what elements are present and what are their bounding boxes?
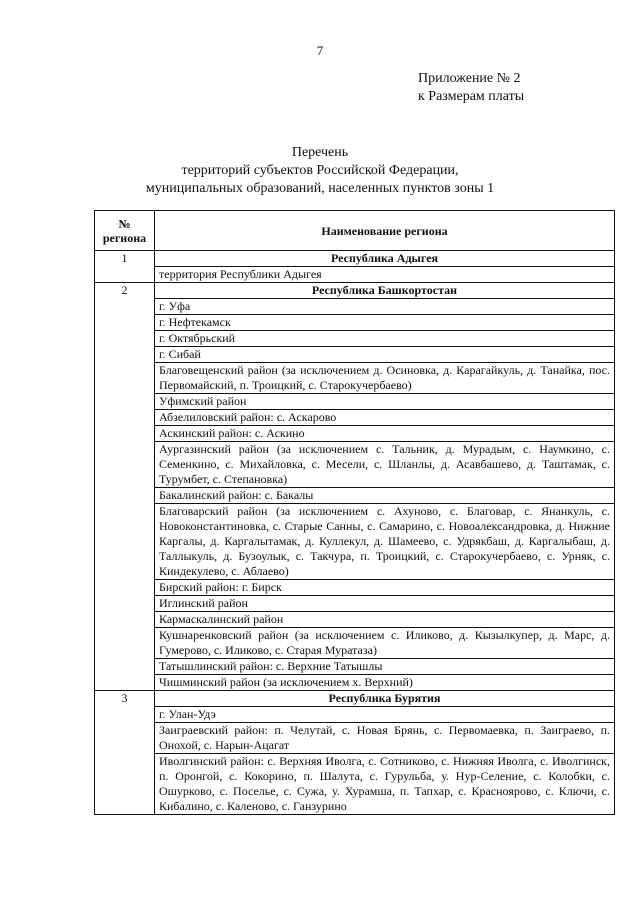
region-row (95, 251, 615, 267)
regions-table-body (95, 251, 615, 815)
territory-row (95, 426, 615, 442)
region-row (95, 691, 615, 707)
header-row (95, 211, 615, 251)
territory-row (95, 267, 615, 283)
territory-cell: Бакалинский район: с. Бакалы (155, 488, 615, 504)
region-name: Республика Башкортостан (155, 283, 615, 299)
regions-table (94, 210, 615, 815)
region-row (95, 283, 615, 299)
territory-cell: территория Республики Адыгея (155, 267, 615, 283)
territory-row (95, 628, 615, 659)
region-name: Республика Бурятия (155, 691, 615, 707)
territory-cell: г. Сибай (155, 347, 615, 363)
territory-cell: г. Нефтекамск (155, 315, 615, 331)
territory-cell: Заиграевский район: п. Челутай, с. Новая Брянь, с. Первомаевка, п. Заиграево, п. Онохой, с. Нарын-Ацагат (155, 723, 615, 754)
territory-row (95, 299, 615, 315)
territory-cell: Иволгинский район: с. Верхняя Иволга, с. Сотниково, с. Нижняя Иволга, с. Иволгинск, п. Оронгой, с. Кокорино, п. Шалута, с. Гурульба, у. Нур-Селение, с. Колобки, с. Ошурково, с. Поселье, с. Сужа, у. Хурамша, п. Тапхар, с. Красноярово, с. Ключи, с. Кибалино, с. Каленово, с. Ганзурино (155, 754, 615, 815)
regions-table-header (95, 211, 615, 251)
territory-row (95, 315, 615, 331)
appendix-note (418, 70, 524, 106)
territory-row (95, 363, 615, 394)
territory-cell: Бирский район: г. Бирск (155, 580, 615, 596)
territory-row (95, 596, 615, 612)
page-number: 7 (316, 43, 324, 58)
territory-row (95, 504, 615, 580)
territory-cell: Кушнаренковский район (за исключением с. Иликово, д. Кызылкупер, д. Марс, д. Гумерово, с. Иликово, с. Старая Муратаза) (155, 628, 615, 659)
territory-row (95, 612, 615, 628)
appendix-title: Приложение № 2 (418, 71, 521, 86)
region-number: 1 (95, 251, 155, 283)
territory-cell: г. Уфа (155, 299, 615, 315)
territory-row (95, 754, 615, 815)
column-header-number-symbol: № (118, 216, 131, 231)
territory-cell: Кармаскалинский район (155, 612, 615, 628)
territory-row (95, 675, 615, 691)
document-heading (0, 144, 640, 198)
territory-row (95, 659, 615, 675)
column-header-number (95, 211, 155, 251)
territory-row (95, 410, 615, 426)
territory-cell: Татышлинский район: с. Верхние Татышлы (155, 659, 615, 675)
territory-cell: Благовещенский район (за исключением д. Осиновка, д. Карагайкуль, д. Танайка, пос. Первомайский, п. Троицкий, с. Старокучербаево) (155, 363, 615, 394)
territory-row (95, 394, 615, 410)
territory-cell: Аургазинский район (за исключением с. Тальник, д. Мурадым, с. Наумкино, с. Семенкино, с. Михайловка, с. Месели, с. Шланлы, д. Асавбашево, д. Таштамак, с. Турумбет, с. Степановка) (155, 442, 615, 488)
territory-row (95, 488, 615, 504)
column-header-number-label: региона (102, 230, 147, 245)
territory-cell: Аскинский район: с. Аскино (155, 426, 615, 442)
region-number: 2 (95, 283, 155, 691)
territory-row (95, 580, 615, 596)
territory-row (95, 442, 615, 488)
region-number: 3 (95, 691, 155, 815)
territory-cell: г. Улан-Удэ (155, 707, 615, 723)
territory-cell: Абзелиловский район: с. Аскарово (155, 410, 615, 426)
column-header-name: Наименование региона (155, 211, 615, 251)
territory-row (95, 331, 615, 347)
appendix-reference: к Размерам платы (418, 89, 525, 104)
territory-cell: Чишминский район (за исключением х. Верхний) (155, 675, 615, 691)
heading-subtitle-2: муниципальных образований, населенных пунктов зоны 1 (145, 181, 495, 196)
territory-cell: Благоварский район (за исключением с. Ахуново, с. Благовар, с. Янанкуль, с. Новоконстантиновка, с. Старые Санны, с. Самарино, с. Новоалександровка, д. Нижние Каргалы, д. Каргалытамак, д. Куллекул, д. Шамеево, с. Удрякбаш, д. Каргалыбаш, д. Таллыкуль, д. Бузоулык, с. Такчура, п. Троицкий, с. Старокучербаево, с. Урняк, с. Киндекулево, с. Аблаево) (155, 504, 615, 580)
territory-row (95, 707, 615, 723)
territory-row (95, 723, 615, 754)
territory-cell: г. Октябрьский (155, 331, 615, 347)
territory-cell: Уфимский район (155, 394, 615, 410)
heading-subtitle-1: территорий субъектов Российской Федерации, (181, 163, 459, 178)
region-name: Республика Адыгея (155, 251, 615, 267)
territory-cell: Иглинский район (155, 596, 615, 612)
heading-title: Перечень (291, 145, 349, 160)
territory-row (95, 347, 615, 363)
